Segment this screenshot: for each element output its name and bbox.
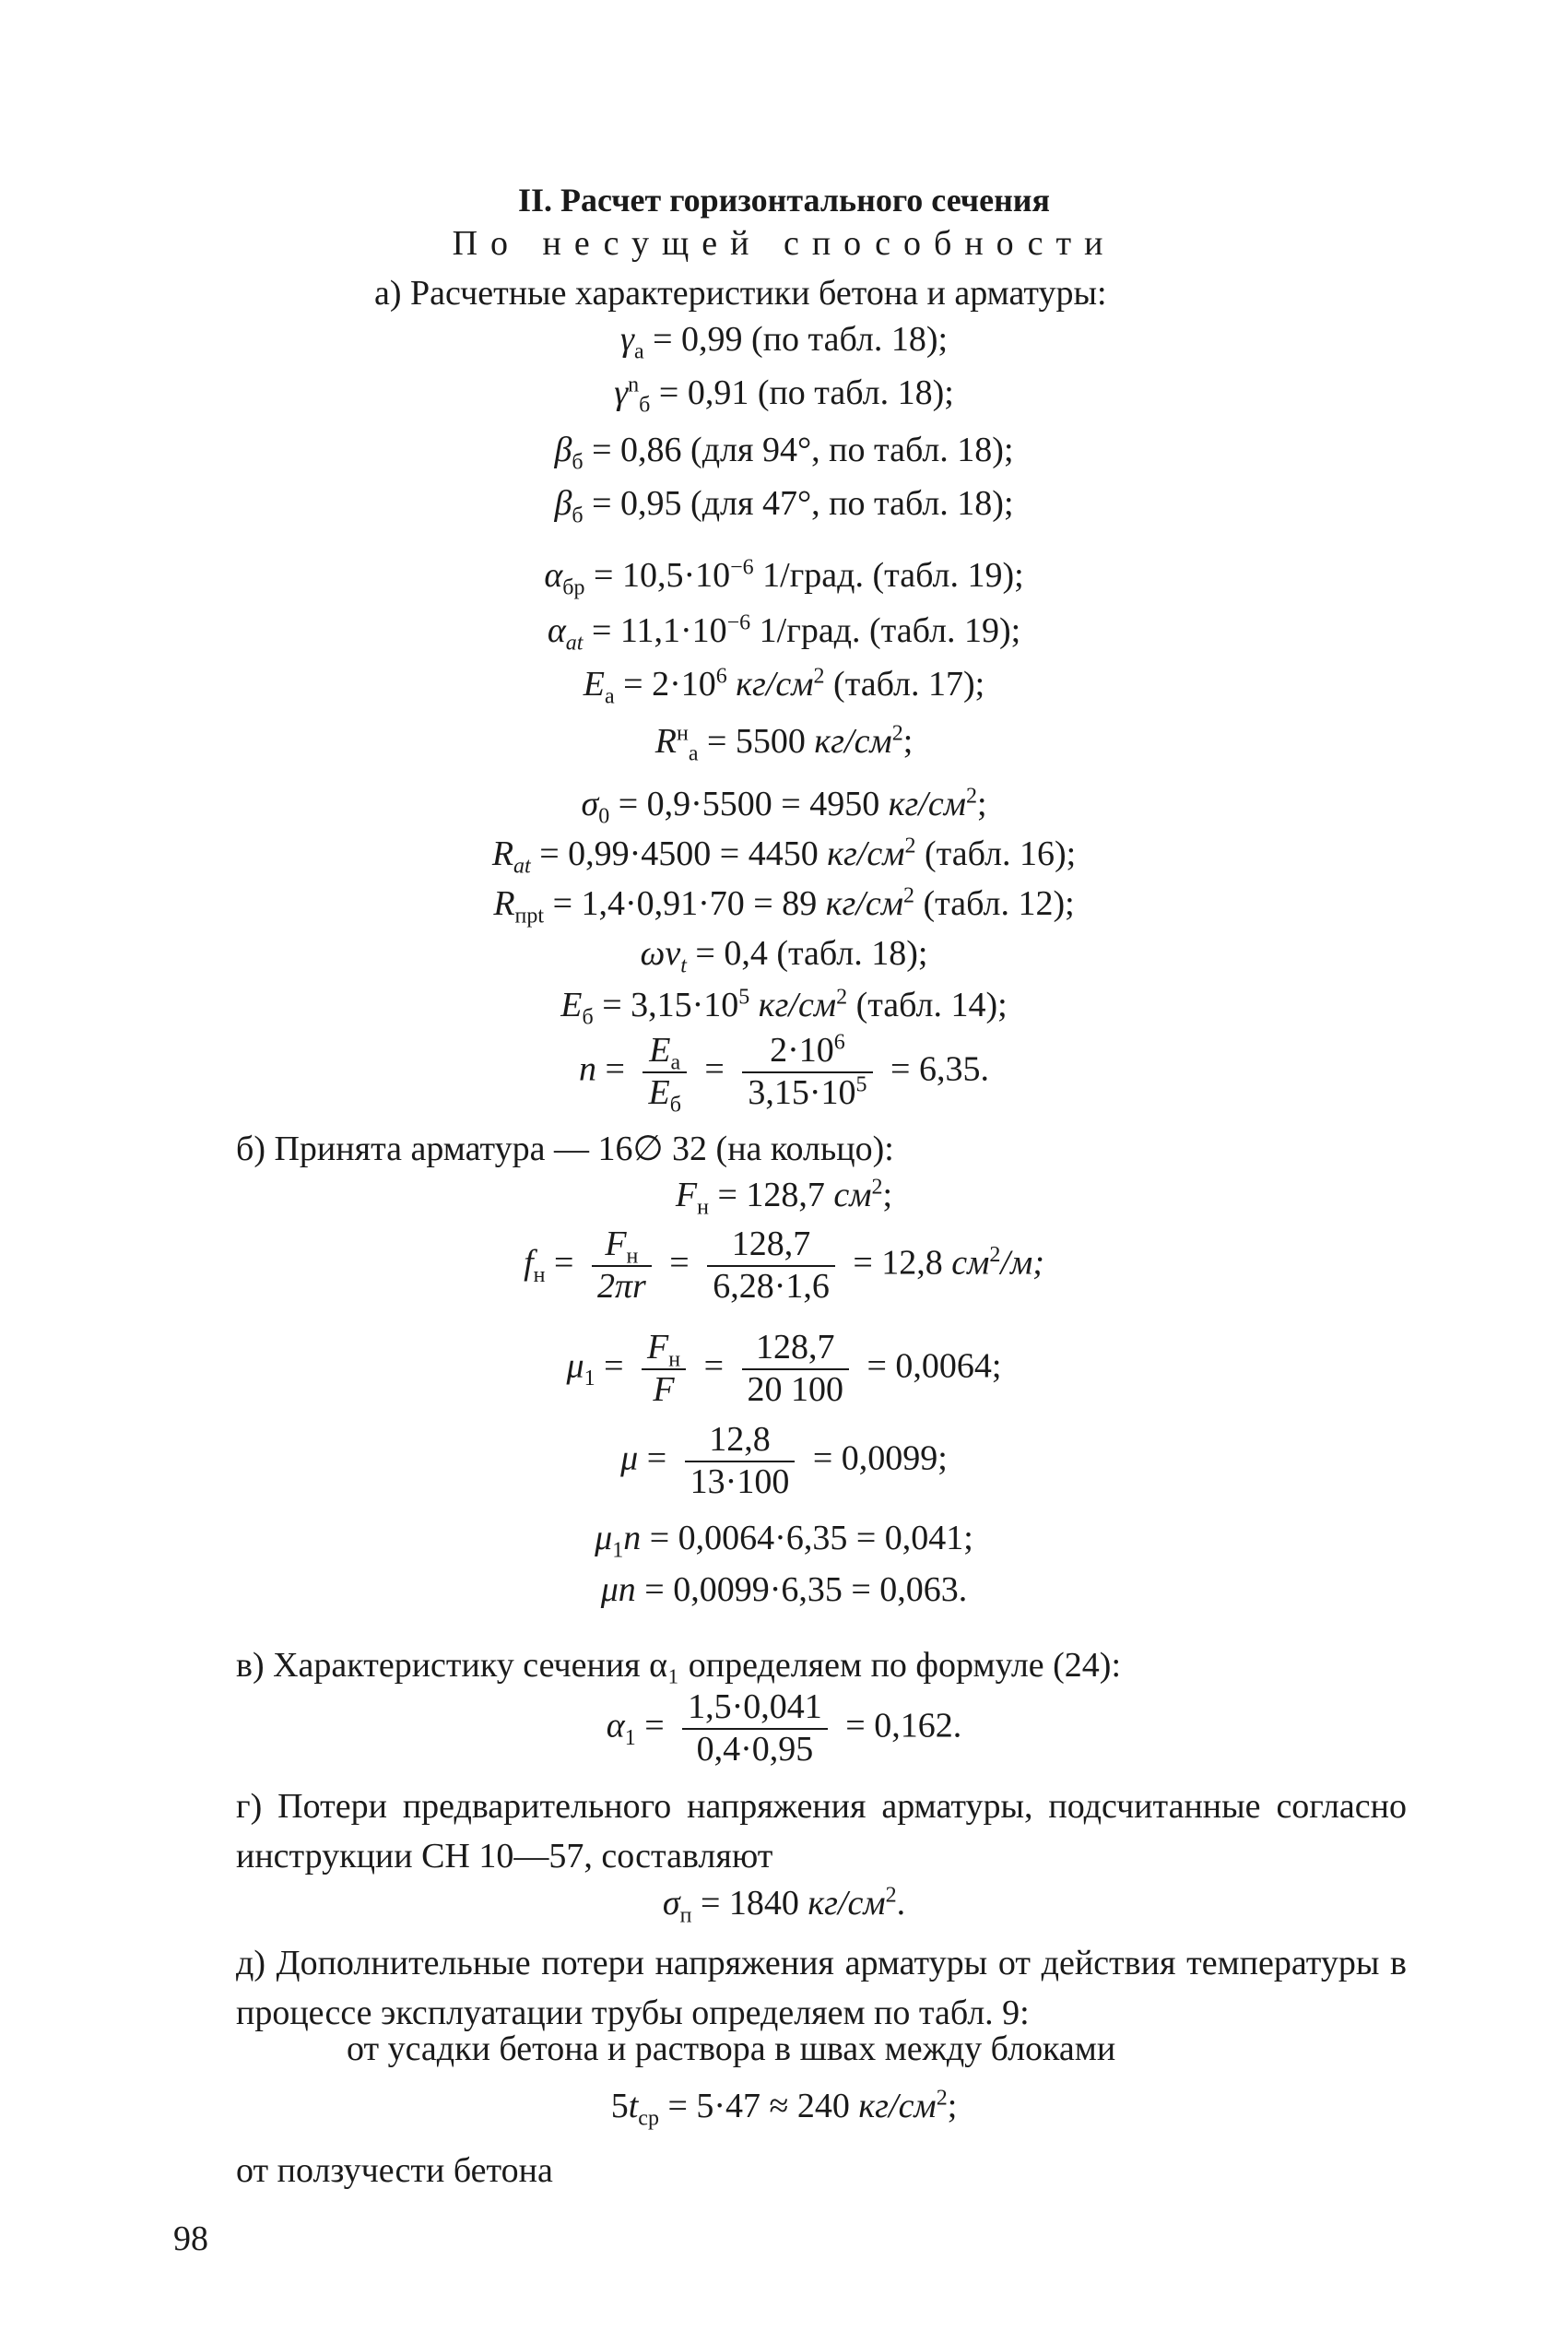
page-number: 98 bbox=[173, 2219, 208, 2258]
formula-beta-47: $\beta_б = 0,95$ (для 47°, по табл. 18); bbox=[554, 484, 1014, 528]
part-d-text: д) Дополнительные потери напряжения арматуры от действия температуры в процессе эксплуатации трубы определяем по табл. 9: bbox=[236, 1944, 1407, 2032]
formula-n: n = $\frac{E_а}{E_б}$ = $\frac{2\cdot 10^6}{3,15\cdot 10^5}$ = 6,35. bbox=[579, 1030, 989, 1118]
formula-alpha1: $\alpha_1$ = $\frac{1,5\cdot 0,041}{0,4\cdot 0,95}$ = 0,162. bbox=[606, 1687, 962, 1769]
formula-alpha-bp: $\alpha_{бр} = 10,5\cdot 10^{-6}$ 1/град. (табл. 19); bbox=[544, 555, 1024, 600]
formula-shrink: $5t_{ср} = 5\cdot 47 \approx 240$ $кг/см^2$; bbox=[610, 2086, 958, 2131]
formula-mun: μn = 0,0099·6,35 = 0,063. bbox=[600, 1570, 968, 1609]
formula-mu1: $\mu_1$ = $\frac{F_н}{F}$ = $\frac{128,7}{20 100}$ = 0,0064; bbox=[566, 1328, 1002, 1409]
part-d-creep: от ползучести бетона bbox=[236, 2151, 553, 2190]
formula-sigma-0: $\sigma_0 = 0,9\cdot 5500 = 4950$ $кг/см^2$; bbox=[581, 784, 987, 829]
formula-E-b: $E_б = 3,15\cdot 10^5$ $кг/см^2$ (табл. 14); bbox=[560, 985, 1008, 1030]
formula-sigma-p: $\sigma_п = 1840$ $кг/см^2$. bbox=[662, 1883, 906, 1928]
part-a-intro: а) Расчетные характеристики бетона и арматуры: bbox=[374, 274, 1107, 313]
section-subheading: По несущей способности bbox=[452, 224, 1116, 263]
formula-mu: μ = $\frac{12,8}{13\cdot 100}$ = 0,0099; bbox=[620, 1420, 948, 1501]
formula-gamma-b: $\gamma^n_б = 0,91$ (по табл. 18); bbox=[614, 373, 954, 418]
formula-E-a: $E_а = 2\cdot 10^6$ $кг/см^2$ (табл. 17); bbox=[583, 664, 985, 709]
part-b-intro: б) Принята арматура — 16∅ 32 (на кольцо): bbox=[236, 1130, 894, 1168]
part-v-intro: в) Характеристику сечения α₁ определяем по формуле (24): bbox=[236, 1646, 1122, 1685]
formula-gamma-a: $\gamma_а = 0,99$ (по табл. 18); bbox=[619, 320, 949, 364]
formula-R-at: $R_{at} = 0,99\cdot 4500 = 4450$ $кг/см^2$ (табл. 16); bbox=[491, 834, 1077, 879]
formula-R-a-n: $R^н_а = 5500$ $кг/см^2$; bbox=[654, 721, 914, 766]
formula-f-n: $f_н$ = $\frac{F_н}{2\pi r}$ = $\frac{128,7}{6,28\cdot 1,6}$ = 12,8 $см^2/м$; bbox=[524, 1225, 1044, 1306]
part-g-text: г) Потери предварительного напряжения арматуры, подсчитанные согласно инструкции СН 10—57, составляют bbox=[236, 1787, 1407, 1875]
part-d-shrink: от усадки бетона и раствора в швах между блоками bbox=[347, 2029, 1116, 2068]
formula-omega-nu: $\omega\nu_t = 0,4$ (табл. 18); bbox=[640, 934, 928, 978]
section-heading: II. Расчет горизонтального сечения bbox=[517, 182, 1051, 219]
formula-alpha-at: $\alpha_{at} = 11,1\cdot 10^{-6}$ 1/град. (табл. 19); bbox=[547, 610, 1021, 656]
formula-mu1n: $\mu_1n = 0,0064\cdot 6,35 = 0,041$; bbox=[595, 1519, 973, 1563]
formula-R-prt: $R_{прt} = 1,4\cdot 0,91\cdot 70 = 89$ $кг/см^2$ (табл. 12); bbox=[493, 883, 1075, 929]
formula-beta-94: $\beta_б = 0,86$ (для 94°, по табл. 18); bbox=[554, 431, 1014, 475]
formula-F-n: $F_н = 128,7$ $см^2$; bbox=[675, 1175, 893, 1220]
